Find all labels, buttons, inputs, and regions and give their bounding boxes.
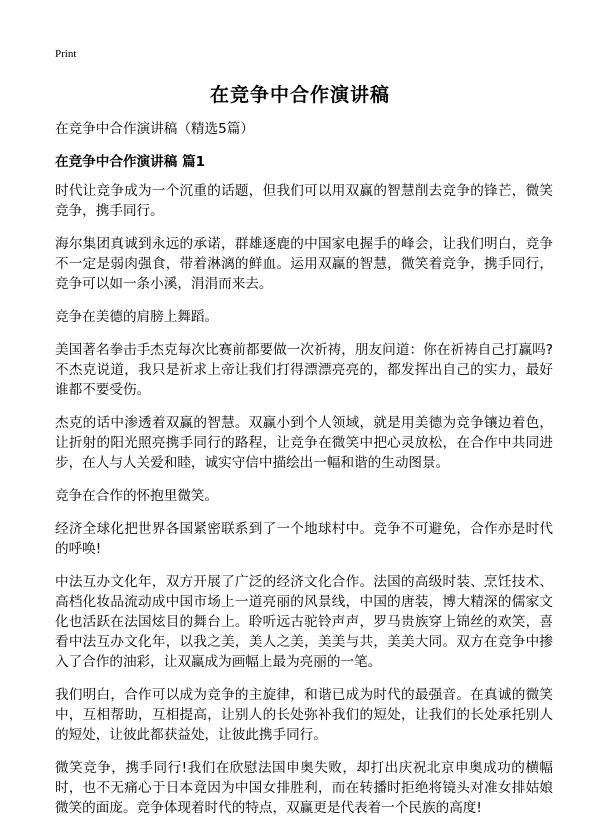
paragraph: 竞争在合作的怀抱里微笑。 (55, 488, 219, 504)
section-heading: 在竞争中合作演讲稿 篇1 (55, 154, 206, 170)
print-label[interactable]: Print (55, 48, 77, 60)
document-subtitle: 在竞争中合作演讲稿（精选5篇） (55, 121, 254, 137)
paragraph: 竞争在美德的肩膀上舞蹈。 (55, 309, 219, 325)
paragraph: 海尔集团真诚到永远的承诺，群雄逐鹿的中国家电握手的峰会，让我们明白，竞争不一定是弱肉强食，带着淋漓的鲜血。运用双赢的智慧，微笑着竞争，携手同行，竞争可以如一条小溪，涓涓而来去。 (55, 236, 553, 292)
page-title: 在竞争中合作演讲稿 (209, 84, 390, 106)
paragraph: 美国著名拳击手杰克每次比赛前都要做一次祈祷，朋友问道：你在祈祷自己打赢吗?不杰克说道，我只是祈求上帝让我们打得漂漂亮亮的，都发挥出自己的实力，最好谁都不要受伤。 (55, 342, 553, 398)
paragraph: 中法互办文化年，双方开展了广泛的经济文化合作。法国的高级时装、烹饪技术、高档化妆品流动成中国市场上一道亮丽的风景线，中国的唐装，博大精深的儒家文化也活跃在法国炫目的舞台上。聆听远古驼铃声声，罗马贵族穿上锦丝的欢笑，喜看中法互办文化年，以我之美，美人之美，美美与共，美美大同。双方在竞争中掺入了合作的油彩，让双赢成为画幅上最为亮丽的一笔。 (55, 574, 553, 670)
paragraph: 微笑竞争，携手同行!我们在欣慰法国申奥失败，却打出庆祝北京申奥成功的横幅时，也不无痛心于日本竟因为中国女排胜利，而在转播时拒绝将镜头对准女排姑娘微笑的面庞。竞争体现着时代的特点，双赢更是代表着一个民族的高度! (55, 760, 553, 816)
paragraph: 我们明白，合作可以成为竞争的主旋律，和谐已成为时代的最强音。在真诚的微笑中，互相帮助，互相提高，让别人的长处弥补我们的短处，让我们的长处承托别人的短处，让彼此都获益处，让彼此携手同行。 (55, 687, 553, 743)
paragraph: 经济全球化把世界各国紧密联系到了一个地球村中。竞争不可避免，合作亦是时代的呼唤! (55, 521, 553, 557)
document-body (55, 119, 553, 831)
paragraph: 时代让竞争成为一个沉重的话题，但我们可以用双赢的智慧削去竞争的锋芒，微笑竞争，携手同行。 (55, 183, 553, 219)
paragraph: 杰克的话中渗透着双赢的智慧。双赢小到个人领域，就是用美德为竞争镶边着色，让折射的阳光照亮携手同行的路程，让竞争在微笑中把心灵放松，在合作中共同进步，在人与人关爱和睦，诚实守信中描绘出一幅和谐的生动图景。 (55, 415, 553, 471)
